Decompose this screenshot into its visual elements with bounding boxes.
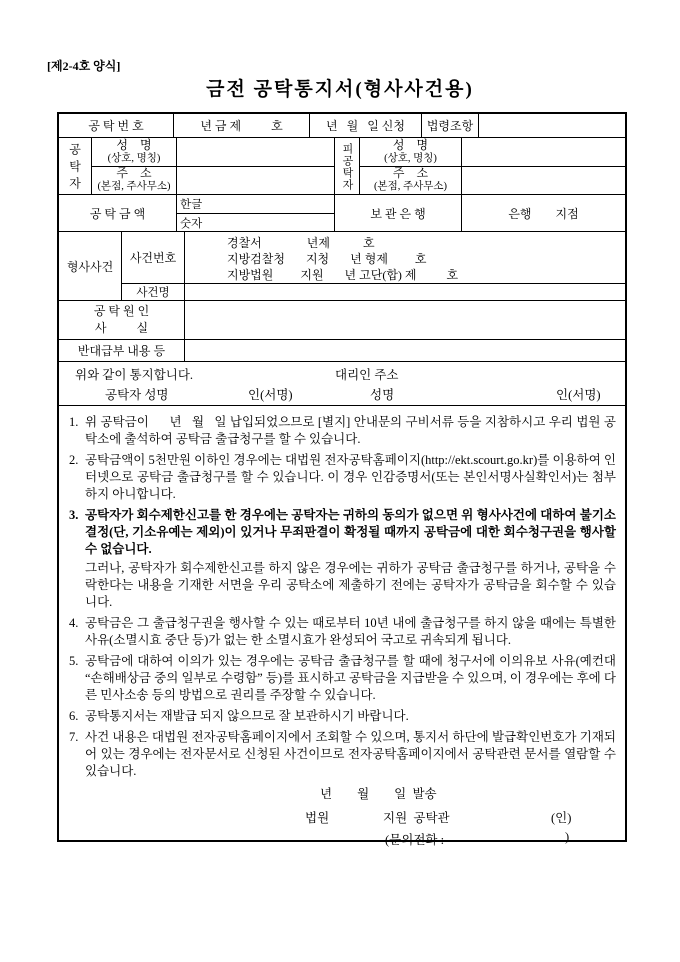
depositee-name-value-cell bbox=[462, 138, 625, 166]
depositor-name-label: 성 명 (상호, 명칭) bbox=[92, 138, 177, 166]
deposit-reason-value-cell bbox=[185, 301, 625, 339]
depositor-signature-name-label: 공탁자 성명 bbox=[105, 388, 169, 402]
notice-section bbox=[59, 406, 625, 846]
deposit-number-label: 공 탁 번 호 bbox=[59, 114, 174, 137]
page-title: 금전 공탁통지서(형사사건용) bbox=[206, 79, 474, 100]
notice-item-6: 6. 공탁통지서는 재발급 되지 않으므로 잘 보관하시기 바랍니다. bbox=[69, 709, 409, 723]
branch-officer-label: 지원 공탁관 bbox=[383, 811, 450, 825]
notice-item-2: 2. 공탁금액이 5천만원 이하인 경우에는 대법원 전자공탁홈페이지(http://ekt.scourt.go.kr)를 이용하여 인터넷으로 공탁금 출급청구를 할 수 있습니다. 이 경우 인감증명서(또는 본인서명사실확인서)는 첨부하지 아니합니다. bbox=[69, 453, 616, 501]
amount-label: 공 탁 금 액 bbox=[59, 195, 177, 231]
dispatch-footer bbox=[69, 784, 616, 846]
depositee-name-label: 성 명 (상호, 명칭) bbox=[360, 138, 462, 166]
depositor-label: 공탁자 bbox=[59, 138, 92, 194]
apply-date-cell: 년 월 일 신청 bbox=[310, 114, 422, 137]
bank-label: 보 관 은 행 bbox=[335, 195, 462, 231]
notice-item-1: 1. 위 공탁금이 년 월 일 납입되었으므로 [별지] 안내문의 구비서류 등을 지참하시고 우리 법원 공탁소에 출석하여 공탁금 출급청구를 할 수 있습니다. bbox=[69, 415, 616, 446]
signature-section bbox=[59, 362, 625, 406]
criminal-case-row bbox=[59, 232, 625, 301]
agent-name-label: 성명 bbox=[370, 388, 395, 402]
depositor-addr-value-cell bbox=[177, 167, 334, 195]
counter-benefit-row bbox=[59, 340, 625, 362]
criminal-case-label: 형사사건 bbox=[59, 232, 122, 300]
notice-item-3-continuation: 그러나, 공탁자가 회수제한신고를 하지 않은 경우에는 귀하가 공탁금 출급청구를 하거나, 공탁을 수락한다는 내용을 기재한 서면을 우리 공탁소에 제출하기 전에는 공탁자가 공탁금을 회수할 수 있습니다. bbox=[85, 561, 616, 609]
notice-item-4: 4. 공탁금은 그 출급청구권을 행사할 수 있는 때로부터 10년 내에 출급청구를 하지 않을 때에는 특별한 사유(소멸시효 중단 등)가 없는 한 소멸시효가 완성되어 국고로 귀속되게 됩니다. bbox=[69, 616, 620, 647]
bank-value-cell: 은행 지점 bbox=[508, 206, 579, 221]
notice-item-5: 5. 공탁금에 대하여 이의가 있는 경우에는 공탁금 출급청구를 할 때에 청구서에 이의유보 사유(예컨대 “손해배상금 중의 일부로 수령함” 등)를 표시하고 공탁금을 지급받을 수 있으며, 이 경우에는 후에 다른 민사소송 등의 방법으로 권리를 주장할 수 있습니다. bbox=[69, 654, 620, 702]
counter-benefit-label: 반대급부 내용 등 bbox=[59, 340, 185, 361]
case-number-line-police: 경찰서 년제 호 bbox=[227, 236, 375, 250]
parties-row bbox=[59, 138, 625, 195]
depositee-label: 피공탁자 bbox=[335, 138, 360, 194]
case-number-label: 사건번호 bbox=[122, 232, 185, 283]
counter-benefit-value-cell bbox=[185, 340, 625, 361]
court-label: 법원 bbox=[305, 811, 330, 825]
statute-label: 법령조항 bbox=[422, 114, 479, 137]
seal-signature-2: 인(서명) bbox=[556, 388, 601, 402]
case-name-value-cell bbox=[185, 284, 625, 300]
deposit-number-value-cell: 년 금 제 호 bbox=[174, 114, 310, 137]
statute-value-cell bbox=[479, 114, 625, 137]
depositee-block bbox=[360, 138, 625, 194]
deposit-reason-label: 공 탁 원 인 사 실 bbox=[59, 301, 185, 339]
case-number-line-prosecutor: 지방검찰청 지청 년 형제 호 bbox=[227, 252, 427, 266]
case-number-value-cell bbox=[185, 232, 625, 283]
criminal-case-block bbox=[122, 232, 625, 300]
form-table bbox=[57, 112, 627, 847]
case-name-label: 사건명 bbox=[122, 284, 185, 300]
phone-label: (문의전화 : bbox=[385, 833, 445, 847]
seal-signature-1: 인(서명) bbox=[248, 388, 293, 402]
depositor-name-value-cell bbox=[177, 138, 334, 166]
amount-hangul-cell: 한글 bbox=[180, 199, 203, 211]
case-number-line-court: 지방법원 지원 년 고단(합) 제 호 bbox=[227, 268, 459, 282]
depositee-addr-value-cell bbox=[462, 167, 625, 195]
notify-text: 위와 같이 통지합니다. bbox=[75, 368, 194, 382]
amount-number-cell: 숫자 bbox=[180, 217, 203, 230]
send-date-line: 년 월 일 발송 bbox=[320, 787, 437, 801]
deposit-number-row bbox=[59, 114, 625, 138]
deposit-reason-row bbox=[59, 301, 625, 340]
amount-value-block bbox=[177, 195, 335, 231]
phone-close-paren: ) bbox=[565, 830, 570, 844]
officer-seal: (인) bbox=[551, 811, 572, 825]
depositor-addr-label: 주 소 (본점, 주사무소) bbox=[92, 167, 177, 195]
agent-address-label: 대리인 주소 bbox=[335, 368, 399, 382]
depositor-block bbox=[92, 138, 335, 194]
notice-item-3: 3. 공탁자가 회수제한신고를 한 경우에는 공탁자는 귀하의 동의가 없으면 위 형사사건에 대하여 불기소결정(단, 기소유예는 제외)이 있거나 무죄판결이 확정될 때까지 공탁금에 대한 회수청구권을 행사할 수 없습니다. bbox=[69, 508, 620, 556]
form-number: [제2-4호 양식] bbox=[47, 59, 121, 73]
notice-item-7: 7. 사건 내용은 대법원 전자공탁홈페이지에서 조회할 수 있으며, 통지서 하단에 발급확인번호가 기재되어 있는 경우에는 전자문서로 신청된 사건이므로 전자공탁홈페이지에서 공탁관련 문서를 열람할 수 있습니다. bbox=[69, 730, 620, 778]
amount-bank-row bbox=[59, 195, 625, 232]
depositee-addr-label: 주 소 (본점, 주사무소) bbox=[360, 167, 462, 195]
